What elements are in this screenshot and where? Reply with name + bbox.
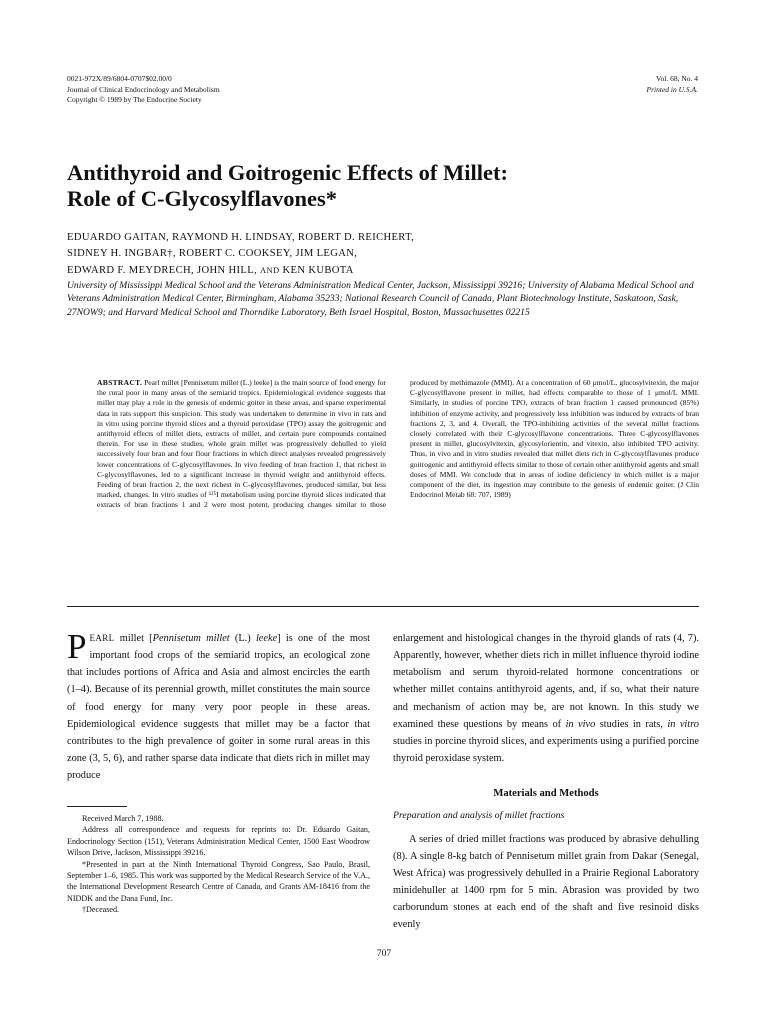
drop-cap: P [67, 627, 87, 666]
journal-meta [67, 74, 220, 106]
article-title [67, 160, 707, 212]
title-line-1: Antithyroid and Goitrogenic Effects of Millet: [67, 160, 508, 185]
abstract-text: Pearl millet [Pennisetum millet (L.) leeke] is the main source of food energy for the rural poor in many areas of the semiarid tropics. Epidemiological evidence suggests that millet may play a role in the genesis of endemic goiter in these areas, and sparse experimental data in rats support this suspicion. This study was undertaken to determine in vivo in rats and in vitro using porcine thyroid slices and a thyroid peroxidase (TPO) assay the goitrogenic and antithyroid effects of millet diets, extracts of millet, and certain pure compounds contained therein. For use in these studies, whole grain millet was progressively dehulled to yield successively four bran and four flour fractions in which direct analyses revealed progressively lower concentrations of C-glycosylflavones. In vivo feeding of bran fraction 1, that richest in C-glycosylflavones, led to a significant increase in thyroid weight and antithyroid effects. Feeding of bran fraction 2, the next richest in C-glycosylflavones, produced similar, but less marked, changes. In vitro studies of ¹²⁵I metabolism using porcine thyroid slices indicated that extracts of bran fractions 1 and 2 were most potent, producing changes similar to those produced by methimazole (MMI). At a concentration of 60 μmol/L, glucosylvitexin, the major C-glycosylflavone present in millet, had effects comparable to those of 1 μmol/L MMI. Similarly, in studies of porcine TPO, extracts of bran fraction 1 caused pronounced (85%) inhibition of enzyme activity, and progressively less inhibition was induced by extracts of bran fractions 2, 3, and 4. Overall, the TPO-inhibiting activities of the several millet fractions closely correlated with their C-glycosylflavone concentrations. Three C-glycosylflavones present in millet, glucosylvitexin, glycosylorientin, and vitexin, also inhibited TPO activity. Thus, in vivo and in vitro studies revealed that millet diets rich in C-glycosylflavones produce goitrogenic and antithyroid effects similar to those of certain other antithyroid agents and small doses of MMI. We conclude that in areas of iodine deficiency in which millet is a major component of the diet, its ingestion may contribute to the genesis of endemic goiter. [97, 378, 699, 510]
volume-number: Vol. 68, No. 4 [656, 74, 698, 83]
intro-continuation: enlargement and histological changes in the thyroid glands of rats (4, 7). Apparently, however, whether diets rich in millet influence thyroid iodine metabolism and serum thyroid-related hormone concentrations or whether millet contains antithyroid agents, and, if so, what their nature and mechanism of action may be, are not known. In this study we examined these questions by means of in vivo studies in rats, in vitro studies in porcine thyroid slices, and experiments using a purified porcine thyroid peroxidase system. [393, 633, 699, 765]
author-list [67, 230, 707, 279]
page-number: 707 [376, 949, 392, 959]
methods-paragraph: A series of dried millet fractions was produced by abrasive dehulling (8). A single 8-kg batch of Pennisetum millet grain from Dakar (Senegal, West Africa) was progressively dehulled in a Prairie Regional Laboratory minidehuller at 1400 rpm for 5 min. Abrasion was provided by two carborundum stones at each end of the shaft and five resinoid disks evenly [393, 833, 699, 931]
footnote-received: Received March 7, 1988. [82, 814, 164, 823]
subsection-heading: Preparation and analysis of millet fractions [393, 810, 565, 822]
footnote-divider [67, 806, 127, 807]
journal-code: 0021-972X/89/6804-0707$02.00/0 [67, 74, 172, 83]
volume-meta [647, 74, 698, 95]
author-line-3: EDWARD F. MEYDRECH, JOHN HILL, AND KEN KUBOTA [67, 265, 354, 276]
section-divider [67, 606, 699, 607]
journal-name: Journal of Clinical Endocrinology and Metabolism [67, 84, 220, 94]
intro-column: PEARL millet [Pennisetum millet (L.) leeke] is one of the most important food crops of the semiarid tropics, an ecological zone that includes portions of Africa and Asia and almost encircles the earth (1–4). Because of its perennial growth, millet constitutes the main source of food energy for many very poor people in these areas. Epidemiological evidence suggests that millet may be a factor that contributes to the high prevalence of goiter in some rural areas in this zone (3, 5, 6), and rather sparse data indicate that diets rich in millet may produce [67, 627, 370, 782]
footnotes [67, 813, 370, 916]
author-line-1: EDUARDO GAITAN, RAYMOND H. LINDSAY, ROBERT D. REICHERT, [67, 232, 415, 243]
intro-text: ] is one of the most important food crops of the semiarid tropics, an ecological zone that includes portions of Africa and Asia and almost encircles the earth (1–4). Because of its perennial growth, millet constitutes the main source of food energy for many very poor people in these areas. Epidemiological evidence suggests that millet may be a factor that contributes to the high prevalence of goiter in some rural areas in this zone (3, 5, 6), and rather sparse data indicate that diets rich in millet may produce [67, 633, 370, 782]
abstract [97, 378, 699, 511]
title-line-2: Role of C-Glycosylflavones* [67, 186, 337, 211]
footnote-address: Address all correspondence and requests for reprints to: Dr. Eduardo Gaitan, Endocrinology Section (151), Veterans Administration Medical Center, 1500 East Woodrow Wilson Drive, Jackson, Mississippi 39216. [67, 825, 370, 858]
section-heading: Materials and Methods [493, 788, 599, 800]
journal-copyright: Copyright © 1989 by The Endocrine Society [67, 95, 202, 104]
printed-location: Printed in U.S.A. [646, 84, 698, 94]
affiliations: University of Mississippi Medical School and the Veterans Administration Medical Center, Jackson, Mississippi 39216; University of Alabama Medical School and Veterans Administration Medical Center, Birmingham, Alabama 35233; National Research Council of Canada, Plant Biotechnology Institute, Saskatoon, Sask, 27NOW9; and Harvard Medical School and Thorndike Laboratory, Beth Israel Hospital, Boston, Massachusettes 02215 [67, 280, 694, 318]
author-line-2: SIDNEY H. INGBAR†, ROBERT C. COOKSEY, JIM LEGAN, [67, 248, 358, 259]
abstract-label: ABSTRACT. [97, 378, 143, 387]
abstract-citation: (J Clin Endocrinol Metab 68: 707, 1989) [410, 480, 699, 500]
intro-smallcaps: EARL [89, 633, 115, 643]
body-right-column [393, 630, 699, 934]
footnote-deceased: †Deceased. [82, 905, 120, 915]
footnote-presented: *Presented in part at the Ninth International Thyroid Congress, Sao Paulo, Brasil, September 1–6, 1985. This work was supported by the Medical Research Service of the V.A., the International Development Research Centre of Canada, and Grants AM-18416 from the NIDDK and the Dana Fund, Inc. [67, 859, 370, 903]
